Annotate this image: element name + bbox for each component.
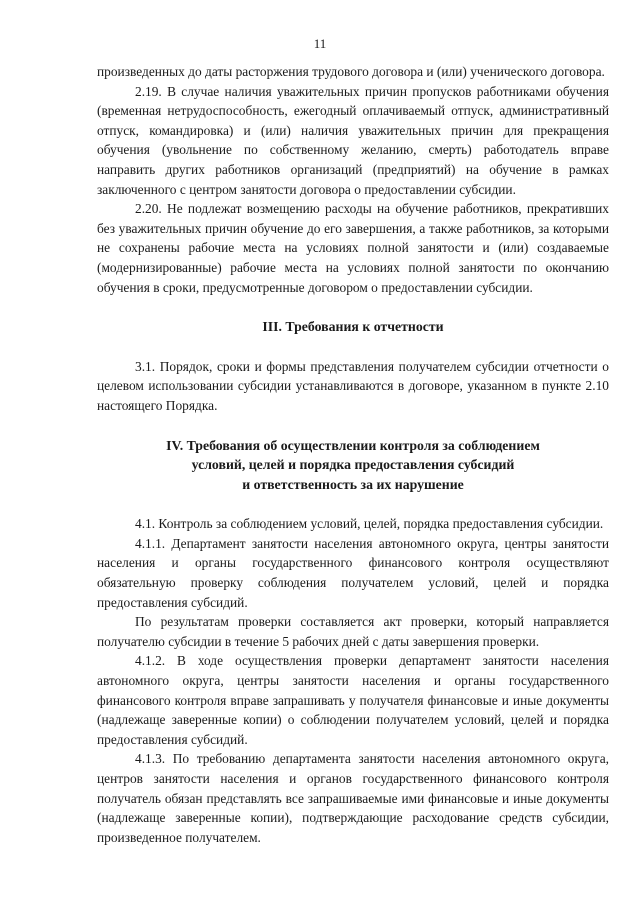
section-4-heading-line-2: условий, целей и порядка предоставления субсидий — [191, 457, 515, 473]
paragraph-4-1: 4.1. Контроль за соблюдением условий, целей, порядка предоставления субсидии. — [135, 516, 604, 532]
page-number: 11 — [313, 36, 327, 51]
spacer — [97, 416, 609, 436]
section-4-heading-line-1: IV. Требования об осуществлении контроля за соблюдением — [166, 437, 540, 453]
paragraph-4-1-2: 4.1.2. В ходе осуществления проверки департамент занятости населения автономного округа, центры занятости населения и органы государственного финансового контроля вправе запрашивать у получателя финансовые и иные документы (надлежаще заверенные копии) о соблюдении получателем условий, целей и порядка предоставления субсидий. — [97, 653, 609, 747]
paragraph-4-1-3: 4.1.3. По требованию департамента занятости населения автономного округа, центров занятости населения и органов государственного финансового контроля получатель обязан представлять все запрашиваемые ими финансовые и иные документы (надлежаще заверенные копии), подтверждающие расходование средств субсидии, произведенное получателем. — [97, 751, 609, 845]
section-3-heading: III. Требования к отчетности — [262, 319, 444, 335]
spacer — [97, 297, 609, 317]
spacer — [97, 337, 609, 357]
paragraph-2-19: 2.19. В случае наличия уважительных причин пропусков работниками обучения (временная нетрудоспособность, ежегодный оплачиваемый отпуск, административный отпуск, командировка) и (или) наличия уважительных причин для прекращения обучения (увольнение по собственному желанию, смерть) работодатель вправе направить других работников организаций (предприятий) на обучение в рамках заключенного с центром занятости договора о предоставлении субсидии. — [97, 83, 609, 197]
paragraph-3-1: 3.1. Порядок, сроки и формы представления получателем субсидии отчетности о целевом использовании субсидии устанавливаются в договоре, указанном в пункте 2.10 настоящего Порядка. — [97, 358, 609, 413]
section-4-heading — [97, 436, 609, 495]
paragraph-2-20: 2.20. Не подлежат возмещению расходы на обучение работников, прекративших без уважительных причин обучение до его завершения, а также работников, за которыми не сохранены рабочие места на условиях полной занятости и (или) создаваемые (модернизированные) рабочие места на условиях полной занятости по окончанию обучения в сроки, предусмотренные договором о предоставлении субсидии. — [97, 201, 609, 295]
paragraph-4-1-1-result: По результатам проверки составляется акт проверки, который направляется получателю субсидии в течение 5 рабочих дней с даты завершения проверки. — [97, 614, 609, 649]
spacer — [97, 494, 609, 514]
paragraph-4-1-1: 4.1.1. Департамент занятости населения автономного округа, центры занятости населения и органы государственного финансового контроля осуществляют обязательную проверку соблюдения получателем условий, целей и порядка предоставления субсидий. — [97, 535, 609, 610]
paragraph-continuation: произведенных до даты расторжения трудового договора и (или) ученического договора. — [97, 64, 605, 79]
section-4-heading-line-3: и ответственность за их нарушение — [242, 476, 464, 492]
document-body — [97, 62, 609, 847]
